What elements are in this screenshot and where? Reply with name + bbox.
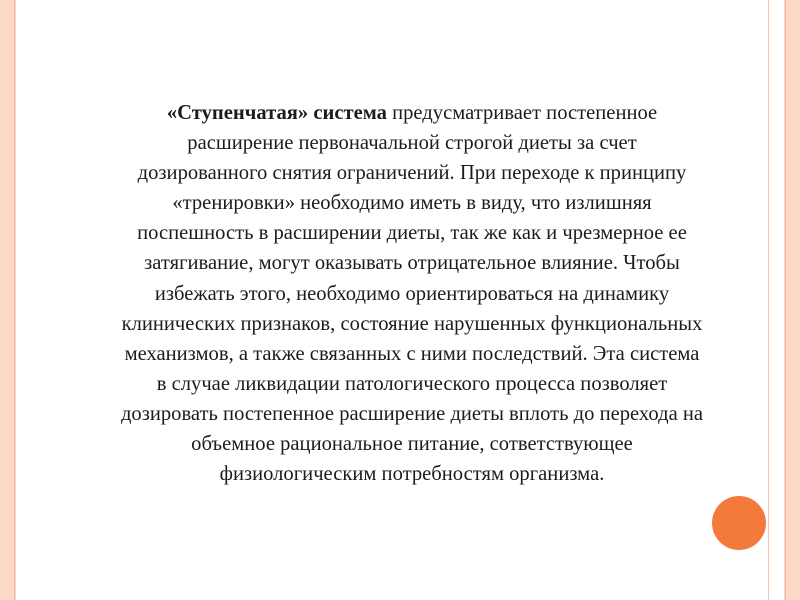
text-line: «тренировки» необходимо иметь в виду, что излишняя	[172, 192, 652, 215]
text-line: затягивание, могут оказывать отрицательное влияние. Чтобы	[144, 252, 680, 275]
highlighted-term: «Ступенчатая» система	[166, 102, 387, 124]
text-line: клинических признаков, состояние нарушенных функциональных	[121, 312, 703, 335]
text-line: объемное рациональное питание, сответствующее	[191, 433, 633, 456]
text-line	[24, 98, 800, 128]
text-line: расширение первоначальной строгой диеты за счет	[187, 132, 637, 155]
left-frame-border	[0, 0, 16, 600]
text-line: дозированного снятия ограничений. При переходе к принципу	[137, 162, 687, 185]
text-line: поспешность в расширении диеты, так же как и чрезмерное ее	[137, 222, 687, 245]
text-line: физиологическим потребностям организма.	[219, 463, 605, 486]
text-line-rest: предусматривает постепенное	[386, 102, 658, 124]
text-line: избежать этого, необходимо ориентироваться на динамику	[154, 282, 670, 305]
accent-circle	[712, 496, 766, 550]
text-line: механизмов, а также связанных с ними последствий. Эта система	[124, 342, 700, 365]
slide-body-text	[24, 98, 800, 489]
text-line: дозировать постепенное расширение диеты вплоть до перехода на	[120, 402, 704, 425]
text-line: в случае ликвидации патологического процесса позволяет	[156, 372, 668, 395]
